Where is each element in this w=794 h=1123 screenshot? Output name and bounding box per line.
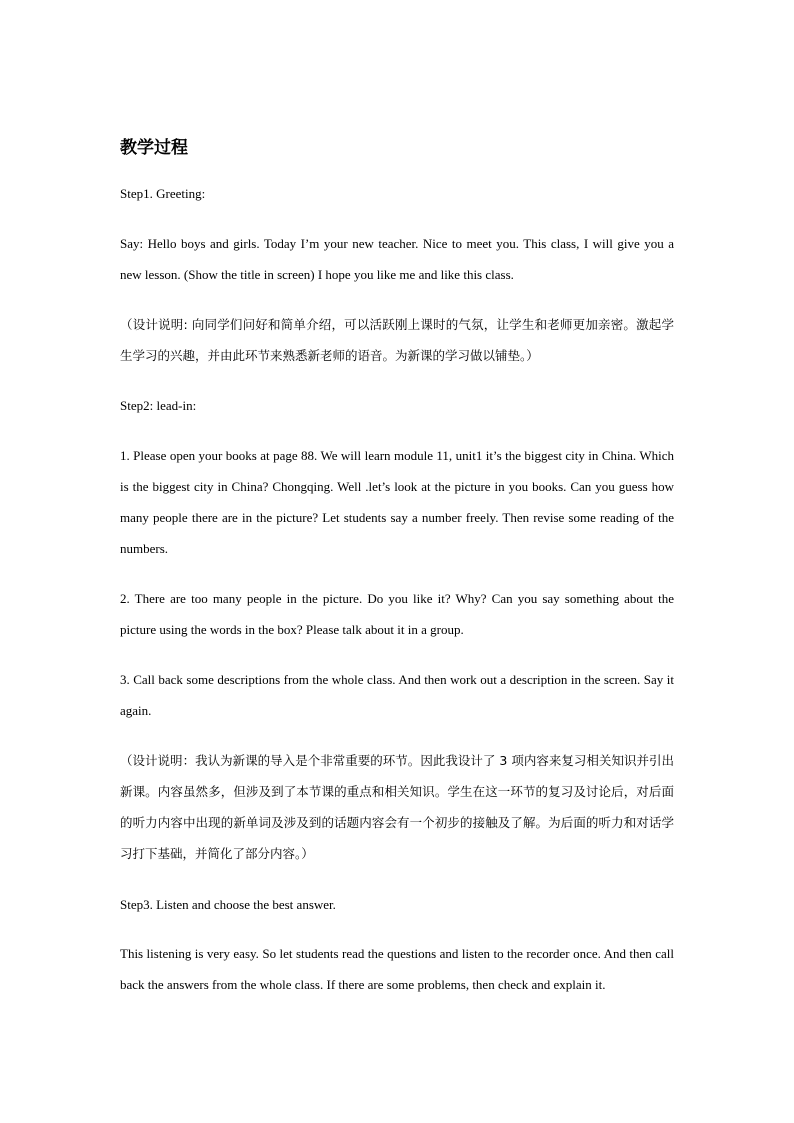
step2-item-3: 3. Call back some descriptions from the whole class. And then work out a description in the screen. Say it again. [120,672,674,718]
step2-item-2: 2. There are too many people in the picture. Do you like it? Why? Can you say something about the picture using the words in the box? Please talk about it in a group. [120,591,674,637]
step2-design-note: （设计说明：我认为新课的导入是个非常重要的环节。因此我设计了 3 项内容来复习相关知识并引出新课。内容虽然多，但涉及到了本节课的重点和相关知识。学生在这一环节的复习及讨论后，对后面的听力内容中出现的新单词及涉及到的话题内容会有一个初步的接触及了解。为后面的听力和对话学习打下基础，并简化了部分内容。） [120,753,674,861]
step1-design-note: （设计说明: 向同学们问好和简单介绍，可以活跃刚上课时的气氛，让学生和老师更加亲密。激起学生学习的兴趣，并由此环节来熟悉新老师的语音。为新课的学习做以铺垫。） [120,317,674,363]
step3-body: This listening is very easy. So let students read the questions and listen to the recorder once. And then call back the answers from the whole class. If there are some problems, then check and explain it. [120,946,674,992]
section-title: 教学过程 [120,138,188,158]
step3-heading: Step3. Listen and choose the best answer. [120,897,336,912]
step1-say-paragraph: Say: Hello boys and girls. Today I’m your new teacher. Nice to meet you. This class, I will give you a new lesson. (Show the title in screen) I hope you like me and like this class. [120,236,674,282]
step2-heading: Step2: lead-in: [120,398,197,413]
step1-heading: Step1. Greeting: [120,186,206,201]
step2-item-1: 1. Please open your books at page 88. We will learn module 11, unit1 it’s the biggest city in China. Which is the biggest city in China? Chongqing. Well .let’s look at the picture in you books. Can you guess how many people there are in the picture? Let students say a number freely. Then revise some reading of the numbers. [120,448,674,556]
